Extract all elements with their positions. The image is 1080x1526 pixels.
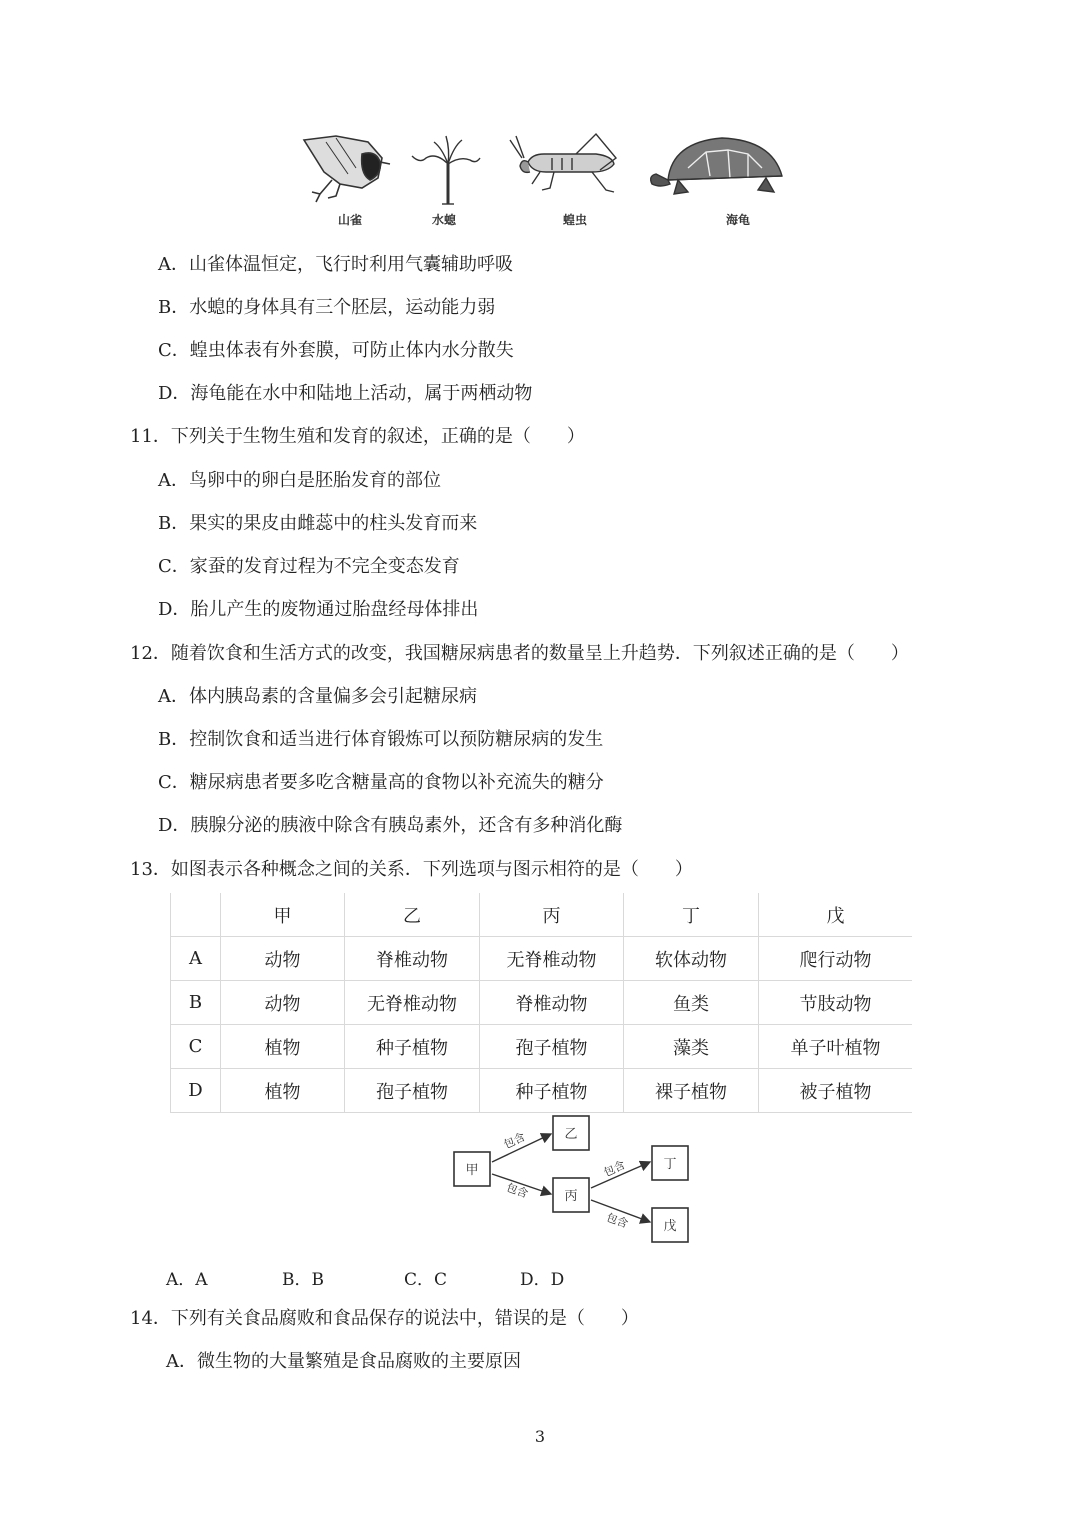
q12-stem: 12．随着饮食和生活方式的改变，我国糖尿病患者的数量呈上升趋势．下列叙述正确的是（ ） (130, 643, 909, 664)
table-header-row (171, 893, 913, 937)
turtle-drawing (651, 138, 782, 194)
q12-option-c: C．糖尿病患者要多吃含糖量高的食物以补充流失的糖分 (158, 772, 604, 793)
q10-option-c: C．蝗虫体表有外套膜，可防止体内水分散失 (158, 340, 514, 361)
table-cell: 无脊椎动物 (480, 937, 624, 981)
figure-label-turtle: 海龟 (726, 213, 751, 227)
table-cell: 动物 (221, 937, 345, 981)
table-cell: 甲 (221, 893, 345, 937)
edge-label: 包含 (501, 1130, 528, 1152)
bird-drawing (304, 136, 390, 202)
table-cell: 种子植物 (480, 1069, 624, 1113)
table-cell: C (171, 1025, 221, 1069)
q11-stem: 11．下列关于生物生殖和发育的叙述，正确的是（ ） (130, 426, 585, 447)
concept-table (170, 893, 912, 1113)
hydra-drawing (412, 136, 480, 204)
q14-stem: 14．下列有关食品腐败和食品保存的说法中，错误的是（ ） (130, 1308, 639, 1329)
figure-label-bird: 山雀 (338, 213, 363, 227)
figure-label-hydra: 水螅 (432, 213, 457, 227)
q11-option-b: B．果实的果皮由雌蕊中的柱头发育而来 (158, 513, 478, 534)
node-yi: 乙 (564, 1127, 578, 1142)
table-cell: 节肢动物 (759, 981, 913, 1025)
q14-option-a: A．微生物的大量繁殖是食品腐败的主要原因 (166, 1351, 521, 1372)
table-row (171, 1025, 913, 1069)
table-cell: 单子叶植物 (759, 1025, 913, 1069)
figure-label-grasshopper: 蝗虫 (563, 213, 588, 227)
table-cell: 孢子植物 (480, 1025, 624, 1069)
node-wu: 戊 (663, 1219, 677, 1234)
table-cell: 鱼类 (624, 981, 759, 1025)
page-number: 3 (534, 1427, 546, 1446)
table-cell: 软体动物 (624, 937, 759, 981)
q12-option-b: B．控制饮食和适当进行体育锻炼可以预防糖尿病的发生 (158, 729, 604, 750)
table-cell: 乙 (345, 893, 480, 937)
table-cell: 脊椎动物 (480, 981, 624, 1025)
q13-stem: 13．如图表示各种概念之间的关系．下列选项与图示相符的是（ ） (130, 859, 693, 880)
table-row (171, 981, 913, 1025)
table-cell: 植物 (221, 1069, 345, 1113)
table-cell: 丁 (624, 893, 759, 937)
table-cell: 被子植物 (759, 1069, 913, 1113)
q13-option-d: D．D (520, 1270, 565, 1290)
table-cell: A (171, 937, 221, 981)
table-cell: 丙 (480, 893, 624, 937)
q13-option-a: A．A (166, 1270, 208, 1290)
node-ding: 丁 (663, 1157, 677, 1172)
q10-option-b: B．水螅的身体具有三个胚层，运动能力弱 (158, 297, 496, 318)
table-cell (171, 893, 221, 937)
edge-label: 包含 (601, 1158, 628, 1180)
animal-figure (296, 128, 788, 236)
node-bing: 丙 (564, 1189, 578, 1204)
table-cell: 种子植物 (345, 1025, 480, 1069)
grasshopper-drawing (510, 134, 616, 192)
concept-diagram (450, 1110, 700, 1250)
table-row (171, 1069, 913, 1113)
node-jia: 甲 (465, 1163, 479, 1178)
table-cell: 藻类 (624, 1025, 759, 1069)
table-row (171, 937, 913, 981)
edge-label: 包含 (604, 1210, 630, 1231)
table-cell: 孢子植物 (345, 1069, 480, 1113)
q11-option-d: D．胎儿产生的废物通过胎盘经母体排出 (158, 599, 479, 620)
table-cell: 无脊椎动物 (345, 981, 480, 1025)
edge-label: 包含 (504, 1180, 530, 1201)
q11-option-a: A．鸟卵中的卵白是胚胎发育的部位 (158, 470, 441, 491)
q10-option-d: D．海龟能在水中和陆地上活动，属于两栖动物 (158, 383, 533, 404)
q13-option-b: B．B (282, 1270, 324, 1290)
q13-option-c: C．C (404, 1270, 448, 1290)
table-cell: D (171, 1069, 221, 1113)
q11-option-c: C．家蚕的发育过程为不完全变态发育 (158, 556, 460, 577)
table-cell: 裸子植物 (624, 1069, 759, 1113)
q10-option-a: A．山雀体温恒定，飞行时利用气囊辅助呼吸 (158, 254, 513, 275)
q12-option-a: A．体内胰岛素的含量偏多会引起糖尿病 (158, 686, 477, 707)
q12-option-d: D．胰腺分泌的胰液中除含有胰岛素外，还含有多种消化酶 (158, 815, 623, 836)
table-cell: 脊椎动物 (345, 937, 480, 981)
table-cell: 戊 (759, 893, 913, 937)
table-cell: 动物 (221, 981, 345, 1025)
table-cell: 爬行动物 (759, 937, 913, 981)
table-cell: 植物 (221, 1025, 345, 1069)
table-cell: B (171, 981, 221, 1025)
